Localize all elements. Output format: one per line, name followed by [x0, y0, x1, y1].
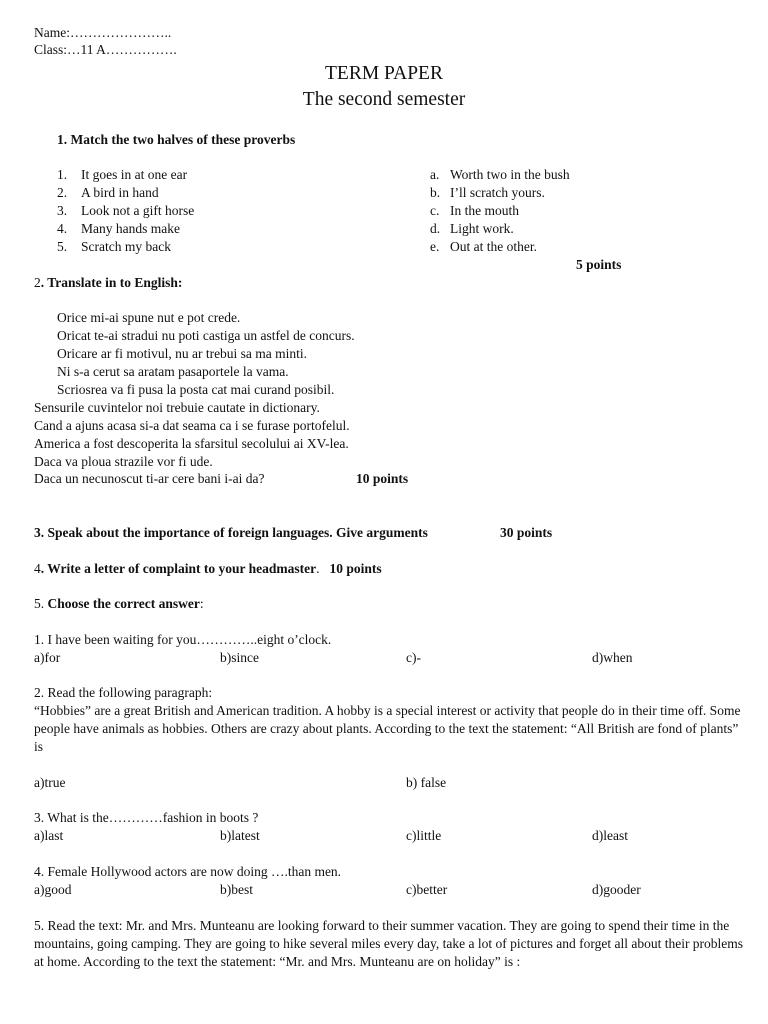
list-letter: b.: [430, 185, 441, 200]
option: b) false: [406, 775, 447, 790]
list-item: [57, 202, 194, 220]
option: d)gooder: [592, 882, 641, 897]
sentence: America a fost descoperita la sfarsitul secolului ai XV-lea.: [34, 436, 349, 451]
option: c)little: [406, 828, 442, 843]
section2-number: 2: [34, 275, 41, 290]
list-text: It goes in at one ear: [81, 167, 188, 182]
list-text: Light work.: [450, 221, 514, 236]
sentence: Cand a ajuns acasa si-a dat seama ca i se furase portofelul.: [34, 418, 350, 433]
option: a)true: [34, 775, 66, 790]
question-3: 3. What is the…………fashion in boots ?: [34, 810, 259, 825]
section5-title: Choose the correct answer: [47, 596, 200, 611]
section4-points: 10 points: [329, 561, 382, 576]
page-subtitle: The second semester: [302, 89, 466, 110]
list-text: A bird in hand: [81, 185, 159, 200]
list-number: 4.: [57, 221, 68, 236]
section3-points: 30 points: [500, 525, 553, 540]
option: a)for: [34, 650, 61, 665]
list-number: 2.: [57, 185, 68, 200]
list-item: [430, 166, 570, 184]
option: c)-: [406, 650, 421, 665]
list-item: [430, 202, 519, 220]
list-letter: c.: [430, 203, 440, 218]
section4-title: . Write a letter of complaint to your headmaster: [40, 561, 317, 576]
list-text: Out at the other.: [450, 239, 537, 254]
sentence: Ni s-a cerut sa aratam pasaportele la vama.: [57, 364, 289, 379]
list-item: [430, 220, 514, 238]
list-text: Look not a gift horse: [81, 203, 195, 218]
sentence: Oricare ar fi motivul, nu ar trebui sa ma minti.: [57, 346, 308, 361]
list-letter: d.: [430, 221, 441, 236]
list-item: [57, 184, 159, 202]
sentence: Daca va ploua strazile vor fi ude.: [34, 454, 213, 469]
option: b)since: [220, 650, 259, 665]
question-5-paragraph: 5. Read the text: Mr. and Mrs. Munteanu are looking forward to their summer vacation. They are going to spend their time in the mountains, going camping. They are going to hike several miles every day, take a lot of pictures and forget all about their problems at home. According to the text the statement: “Mr. and Mrs. Munteanu are on holiday” is :: [34, 918, 744, 969]
sentence: Scriosrea va fi pusa la posta cat mai curand posibil.: [57, 382, 335, 397]
list-item: [430, 184, 545, 202]
option: b)latest: [220, 828, 260, 843]
section4-number: 4: [34, 561, 41, 576]
list-number: 3.: [57, 203, 68, 218]
question-2-label: 2. Read the following paragraph:: [34, 685, 213, 700]
list-text: Scratch my back: [81, 239, 171, 254]
list-number: 5.: [57, 239, 68, 254]
section5-number: 5.: [34, 596, 48, 611]
page-title: TERM PAPER: [325, 63, 443, 84]
list-text: In the mouth: [450, 203, 519, 218]
sentence: Oricat te-ai stradui nu poti castiga un astfel de concurs.: [57, 328, 355, 343]
option: d)when: [592, 650, 633, 665]
section5-heading: [34, 595, 204, 613]
section4-dot: .: [316, 561, 320, 576]
class-line: Class:…11 A…………….: [34, 42, 177, 57]
option: b)best: [220, 882, 253, 897]
section1-heading: 1. Match the two halves of these proverbs: [57, 132, 296, 147]
sentence: Orice mi-ai spune nut e pot crede.: [57, 310, 241, 325]
section5-colon: :: [199, 596, 204, 611]
list-item: [57, 220, 180, 238]
section2-title: . Translate in to English:: [40, 275, 183, 290]
list-item: [57, 166, 187, 184]
option: d)least: [592, 828, 628, 843]
section1-points: 5 points: [576, 257, 622, 272]
list-text: Many hands make: [81, 221, 180, 236]
question-1: 1. I have been waiting for you…………..eight o’clock.: [34, 632, 332, 647]
section4-text: [34, 560, 382, 578]
list-item: [430, 238, 537, 256]
list-text: I’ll scratch yours.: [450, 185, 545, 200]
list-letter: a.: [430, 167, 440, 182]
option: a)last: [34, 828, 64, 843]
name-line: Name:…………………..: [34, 25, 172, 40]
question-2-paragraph: “Hobbies” are a great British and American tradition. A hobby is a special interest or activity that people do in their time off. Some people have animals as hobbies. Others are crazy about plants. According to the text the statement: “All British are fond of plants” is: [34, 703, 741, 754]
list-text: Worth two in the bush: [450, 167, 570, 182]
list-letter: e.: [430, 239, 440, 254]
section2-points: 10 points: [356, 471, 409, 486]
section3-text: 3. Speak about the importance of foreign languages. Give arguments: [34, 525, 428, 540]
sentence: Daca un necunoscut ti-ar cere bani i-ai da?: [34, 471, 265, 486]
option: a)good: [34, 882, 72, 897]
list-item: [57, 238, 171, 256]
option: c)better: [406, 882, 448, 897]
section2-heading: [34, 274, 182, 292]
question-4: 4. Female Hollywood actors are now doing ….than men.: [34, 864, 342, 879]
list-number: 1.: [57, 167, 68, 182]
sentence: Sensurile cuvintelor noi trebuie cautate in dictionary.: [34, 400, 320, 415]
